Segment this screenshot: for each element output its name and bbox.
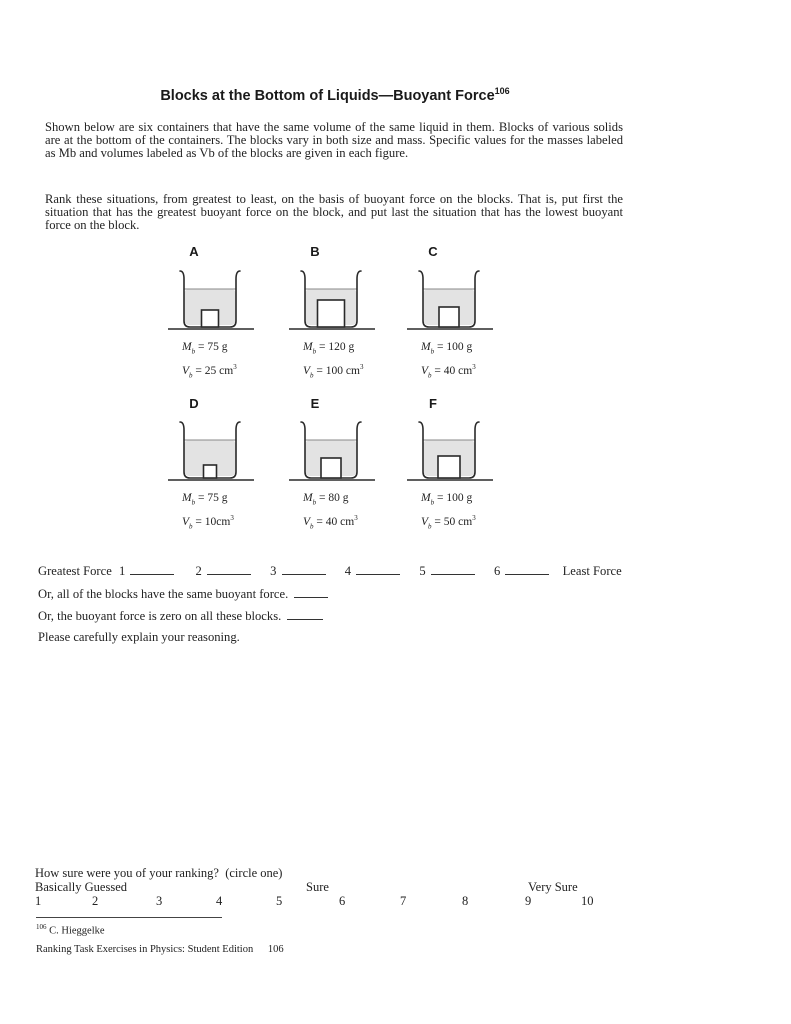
least-force-label: Least Force — [562, 564, 622, 578]
block — [204, 465, 217, 478]
mass-label: $M_b = 75$ g — [182, 341, 228, 356]
very-sure-label: Very Sure — [528, 880, 578, 894]
block — [438, 456, 460, 478]
rank-6-blank[interactable] — [505, 564, 549, 575]
rank-4-blank[interactable] — [356, 564, 400, 575]
mass-label: $M_b = 80$ g — [303, 492, 349, 507]
volume-label: $V_b = 25$ $cm^3$ — [182, 363, 237, 380]
footnote-author-line — [36, 923, 105, 937]
beaker-e — [286, 416, 376, 491]
greatest-force-label: Greatest Force — [38, 564, 112, 578]
same-force-blank[interactable] — [294, 587, 328, 598]
figure-letter-a: A — [189, 244, 199, 259]
figure-letter-b: B — [310, 244, 320, 259]
mass-label: $M_b = 120$ g — [303, 341, 355, 356]
basically-guessed-label: Basically Guessed — [35, 880, 127, 894]
confidence-option-3[interactable]: 3 — [156, 894, 163, 908]
instruction-paragraph: Rank these situations, from greatest to least, on the basis of buoyant force on the blocks. That is, put first the situation that has the greatest buoyant force on the block, and put last the situation that has the lowest buoyant force on the block. — [45, 192, 623, 233]
mass-label: $M_b = 75$ g — [182, 492, 228, 507]
footnote-number: 106 — [36, 923, 47, 931]
footnote-book-line — [36, 944, 284, 955]
ranking-line — [38, 564, 638, 579]
confidence-option-1[interactable]: 1 — [35, 894, 42, 908]
title-footnote-marker: 106 — [494, 86, 510, 96]
confidence-option-6[interactable]: 6 — [339, 894, 346, 908]
mass-label: $M_b = 100$ g — [421, 341, 473, 356]
figure-values-d — [182, 490, 234, 534]
intro-paragraph: Shown below are six containers that have the same volume of the same liquid in them. Blocks of various solids are at the bottom of the containers. The blocks vary in both size and mass. Specific values for the masses labeled as Mb and volumes labeled as Vb of the blocks are given in each figure. — [45, 120, 623, 161]
rank-5-blank[interactable] — [431, 564, 475, 575]
footnote-page: 106 — [267, 944, 284, 955]
mass-label: $M_b = 100$ g — [421, 492, 473, 507]
confidence-question: How sure were you of your ranking? (circle one) — [35, 866, 283, 880]
block — [321, 458, 341, 478]
rank-3-number: 3 — [270, 564, 277, 578]
sure-label: Sure — [306, 880, 329, 894]
volume-label: $V_b = 40$ $cm^3$ — [421, 363, 476, 380]
page-title: Blocks at the Bottom of Liquids—Buoyant Force$^{106}$ — [160, 86, 510, 104]
rank-5-number: 5 — [419, 564, 426, 578]
rank-6-number: 6 — [493, 564, 501, 578]
beaker-a — [165, 265, 255, 340]
figure-values-e — [303, 490, 358, 534]
figure-values-a — [182, 339, 237, 383]
figure-letter-c: C — [428, 244, 438, 259]
footnote-author: C. Hieggelke — [49, 925, 105, 937]
footnote-divider — [36, 917, 222, 918]
confidence-option-5[interactable]: 5 — [276, 894, 283, 908]
rank-1-blank[interactable] — [130, 564, 174, 575]
rank-2-number: 2 — [195, 564, 202, 578]
zero-force-blank[interactable] — [287, 609, 323, 620]
block — [439, 307, 459, 327]
beaker-b — [286, 265, 376, 340]
figure-letter-f: F — [429, 396, 437, 411]
beaker-f — [404, 416, 494, 491]
confidence-option-7[interactable]: 7 — [400, 894, 407, 908]
beaker-c — [404, 265, 494, 340]
rank-2-blank[interactable] — [207, 564, 251, 575]
confidence-option-8[interactable]: 8 — [462, 894, 469, 908]
figure-letter-d: D — [189, 396, 199, 411]
rank-1-number: 1 — [118, 564, 126, 578]
block — [318, 300, 345, 327]
beaker-d — [165, 416, 255, 491]
figure-values-f — [421, 490, 476, 534]
confidence-option-2[interactable]: 2 — [92, 894, 99, 908]
figure-values-b — [303, 339, 363, 383]
zero-force-option: Or, the buoyant force is zero on all these blocks. — [38, 609, 323, 624]
same-force-option: Or, all of the blocks have the same buoyant force. — [38, 587, 328, 602]
footnote-book: Ranking Task Exercises in Physics: Student Edition — [36, 944, 254, 955]
block — [202, 310, 219, 327]
figure-letter-e: E — [310, 396, 320, 411]
volume-label: $V_b = 40$ $cm^3$ — [303, 514, 358, 531]
volume-label: $V_b = 100$ $cm^3$ — [303, 363, 364, 380]
confidence-option-9[interactable]: 9 — [525, 894, 532, 908]
rank-3-blank[interactable] — [282, 564, 326, 575]
volume-label: $V_b = 50$ $cm^3$ — [421, 514, 476, 531]
volume-label: $V_b = 10cm^3$ — [182, 514, 234, 531]
confidence-option-4[interactable]: 4 — [216, 894, 223, 908]
rank-4-number: 4 — [344, 564, 352, 578]
confidence-option-10[interactable]: 10 — [581, 894, 594, 908]
figure-values-c — [421, 339, 476, 383]
explain-prompt: Please carefully explain your reasoning. — [38, 630, 240, 644]
